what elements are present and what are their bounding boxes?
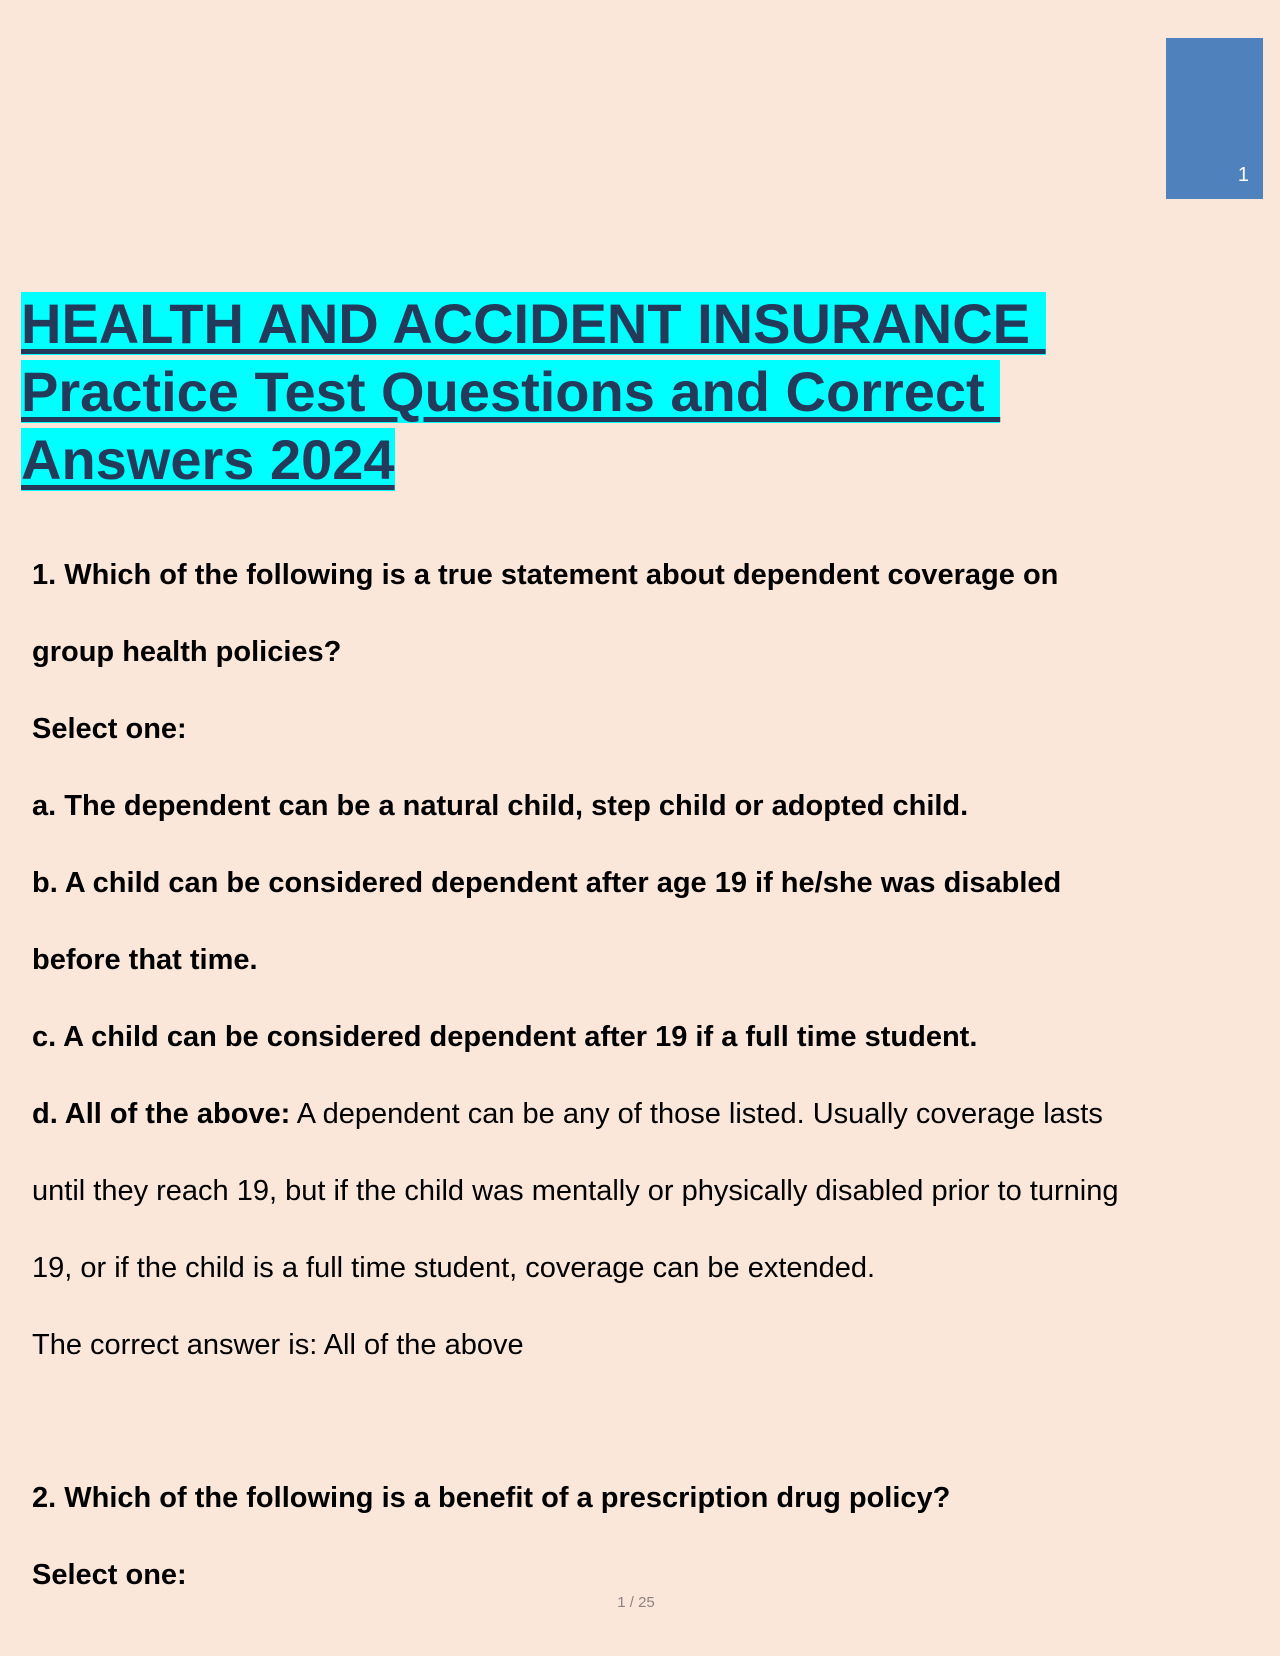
q1-option-d-explanation-3: 19, or if the child is a full time student, coverage can be extended. xyxy=(32,1252,876,1284)
q1-option-b-line-1: b. A child can be considered dependent after age 19 if he/she was disabled xyxy=(32,867,1062,899)
title-line-1: HEALTH AND ACCIDENT INSURANCE xyxy=(21,292,1046,355)
q1-correct-answer: The correct answer is: All of the above xyxy=(32,1329,524,1361)
q1-option-a: a. The dependent can be a natural child, step child or adopted child. xyxy=(32,790,969,822)
q1-question-line-2: group health policies? xyxy=(32,636,342,668)
q2-select-one: Select one: xyxy=(32,1559,187,1591)
q1-question-line-1: 1. Which of the following is a true statement about dependent coverage on xyxy=(32,559,1059,591)
document-title xyxy=(21,290,1046,494)
page-number-box xyxy=(1166,38,1263,199)
q1-select-one: Select one: xyxy=(32,713,187,745)
title-line-3: Answers 2024 xyxy=(21,428,395,491)
title-line-2: Practice Test Questions and Correct xyxy=(21,360,1001,423)
q1-option-b-line-2: before that time. xyxy=(32,944,258,976)
q1-option-d-explanation-1: A dependent can be any of those listed. Usually coverage lasts xyxy=(290,1098,1103,1130)
q1-option-d xyxy=(32,1096,1103,1132)
q1-option-c: c. A child can be considered dependent after 19 if a full time student. xyxy=(32,1021,978,1053)
page-number: 1 xyxy=(1237,164,1249,186)
q1-option-d-explanation-2: until they reach 19, but if the child was mentally or physically disabled prior to turning xyxy=(32,1175,1119,1207)
q1-option-d-label: d. All of the above: xyxy=(32,1098,291,1130)
q2-question: 2. Which of the following is a benefit of a prescription drug policy? xyxy=(32,1482,951,1514)
page-indicator: 1 / 25 xyxy=(617,1594,655,1611)
